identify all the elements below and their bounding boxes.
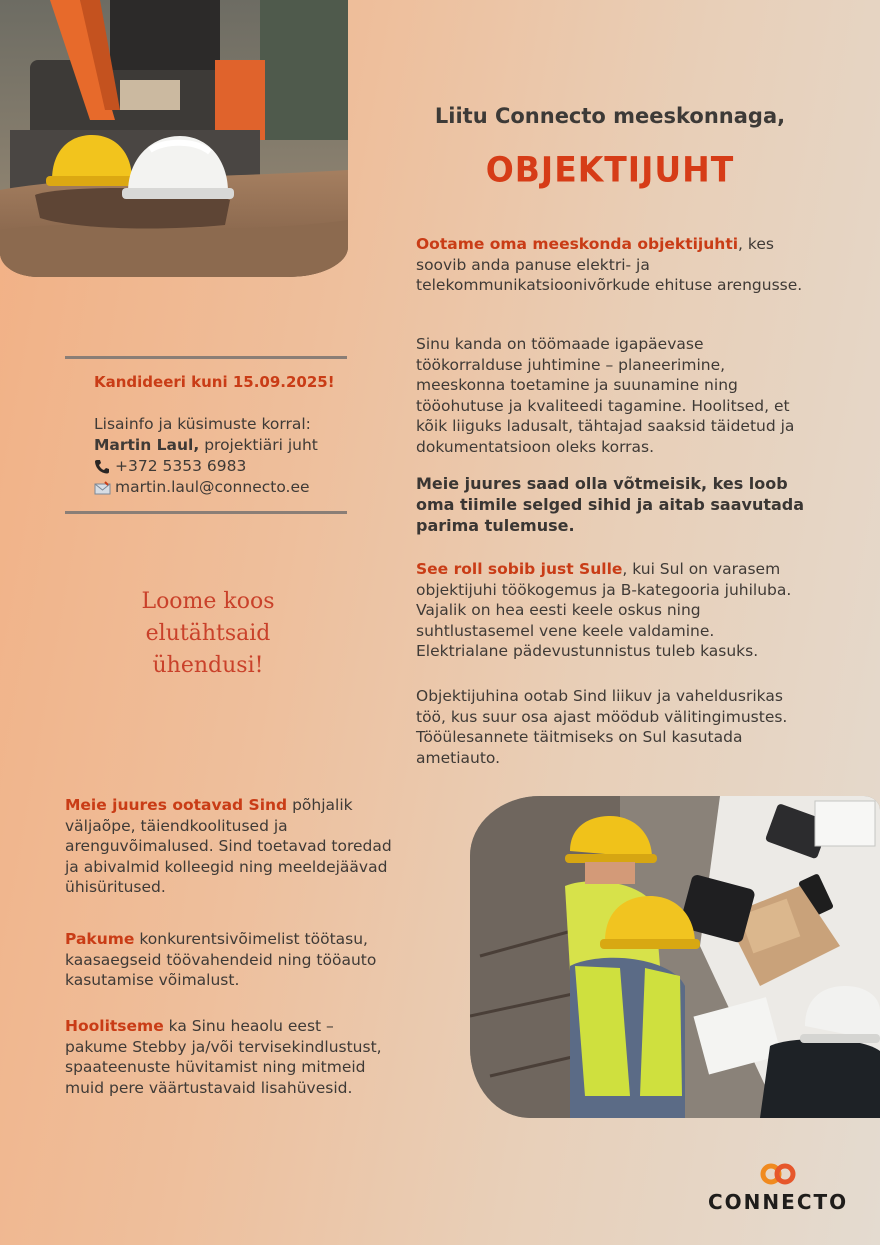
benefit-training-text: põhjalik väljaõpe, täiendkoolitused ja arenguvõimalused. Sind toetavad toredad ja abivalmid kolleegid ning meeldejäävad ühisüritused.: [65, 796, 392, 896]
team-photo-workers: [470, 796, 880, 1118]
contact-divider-top: [65, 356, 347, 359]
envelope-icon: [94, 480, 111, 495]
contact-email-row[interactable]: [94, 477, 354, 498]
benefit-salary-text: konkurentsivõimelist töötasu, kaasaegseid töövahendeid ning tööauto kasutamise võimalust.: [65, 930, 377, 989]
application-deadline: Kandideeri kuni 15.09.2025!: [94, 373, 335, 391]
benefit-salary-lead: Pakume: [65, 930, 135, 948]
requirements-text: , kui Sul on varasem objektijuhi töökogemus ja B-kategooria juhiluba. Vajalik on hea eesti keele oskus ning suhtlustasemel vene keele valdamine. Elektrialane pädevustunnistus tuleb kasuks.: [416, 560, 792, 660]
contact-email[interactable]: martin.laul@connecto.ee: [115, 478, 310, 496]
intro-paragraph-text: , kes soovib anda panuse elektri- ja telekommunikatsioonivõrkude ehituse arengusse.: [416, 235, 803, 294]
contact-phone-row[interactable]: [94, 456, 354, 477]
contact-divider-bottom: [65, 511, 347, 514]
contact-info-label: Lisainfo ja küsimuste korral:: [94, 415, 311, 433]
benefit-wellbeing: [65, 1016, 400, 1098]
contact-role: projektiäri juht: [199, 436, 318, 454]
benefit-wellbeing-text: ka Sinu heaolu eest – pakume Stebby ja/või tervisekindlustust, spaateenuste hüvitamist ning mitmeid muid pere väärtustavaid lisahüvesid.: [65, 1017, 382, 1097]
requirements-paragraph: [416, 559, 806, 662]
key-person-paragraph: Meie juures saad olla võtmeisik, kes loob oma tiimile selged sihid ja aitab saavutada parima tulemuse.: [416, 474, 805, 535]
contact-block: [94, 414, 354, 498]
connecto-logo-text: CONNECTO: [708, 1190, 849, 1214]
job-title: OBJEKTIJUHT: [485, 149, 735, 190]
contact-phone[interactable]: +372 5353 6983: [115, 457, 247, 475]
benefit-wellbeing-lead: Hoolitseme: [65, 1017, 164, 1035]
requirements-lead: See roll sobib just Sulle: [416, 560, 623, 578]
contact-name: Martin Laul,: [94, 436, 200, 454]
work-conditions-paragraph: Objektijuhina ootab Sind liikuv ja vaheldusrikas töö, kus suur osa ajast möödub välitingimustes. Tööülesannete täitmiseks on Sul kasutada ametiauto.: [416, 687, 788, 767]
intro-paragraph: [416, 234, 806, 296]
connecto-logo-icon: [758, 1162, 798, 1186]
connecto-logo[interactable]: [708, 1162, 848, 1214]
intro-heading: Liitu Connecto meeskonnaga,: [434, 104, 786, 128]
benefit-training-lead: Meie juures ootavad Sind: [65, 796, 288, 814]
hero-photo-helmets: [0, 0, 348, 277]
intro-paragraph-lead: Ootame oma meeskonda objektijuhti: [416, 235, 739, 253]
contact-person: [94, 435, 354, 456]
phone-icon: [94, 459, 111, 474]
responsibilities-paragraph: Sinu kanda on töömaade igapäevase töökorralduse juhtimine – planeerimine, meeskonna toetamine ja suunamine ning tööohutuse ja kvaliteedi tagamine. Hoolitsed, et kõik liiguks ladusalt, tähtajad saaksid täidetud ja dokumentatsioon oleks korras.: [416, 335, 795, 456]
benefit-salary: [65, 929, 400, 991]
benefit-training: [65, 795, 400, 898]
slogan: Loome koos elutähtsaid ühendusi!: [141, 589, 275, 678]
